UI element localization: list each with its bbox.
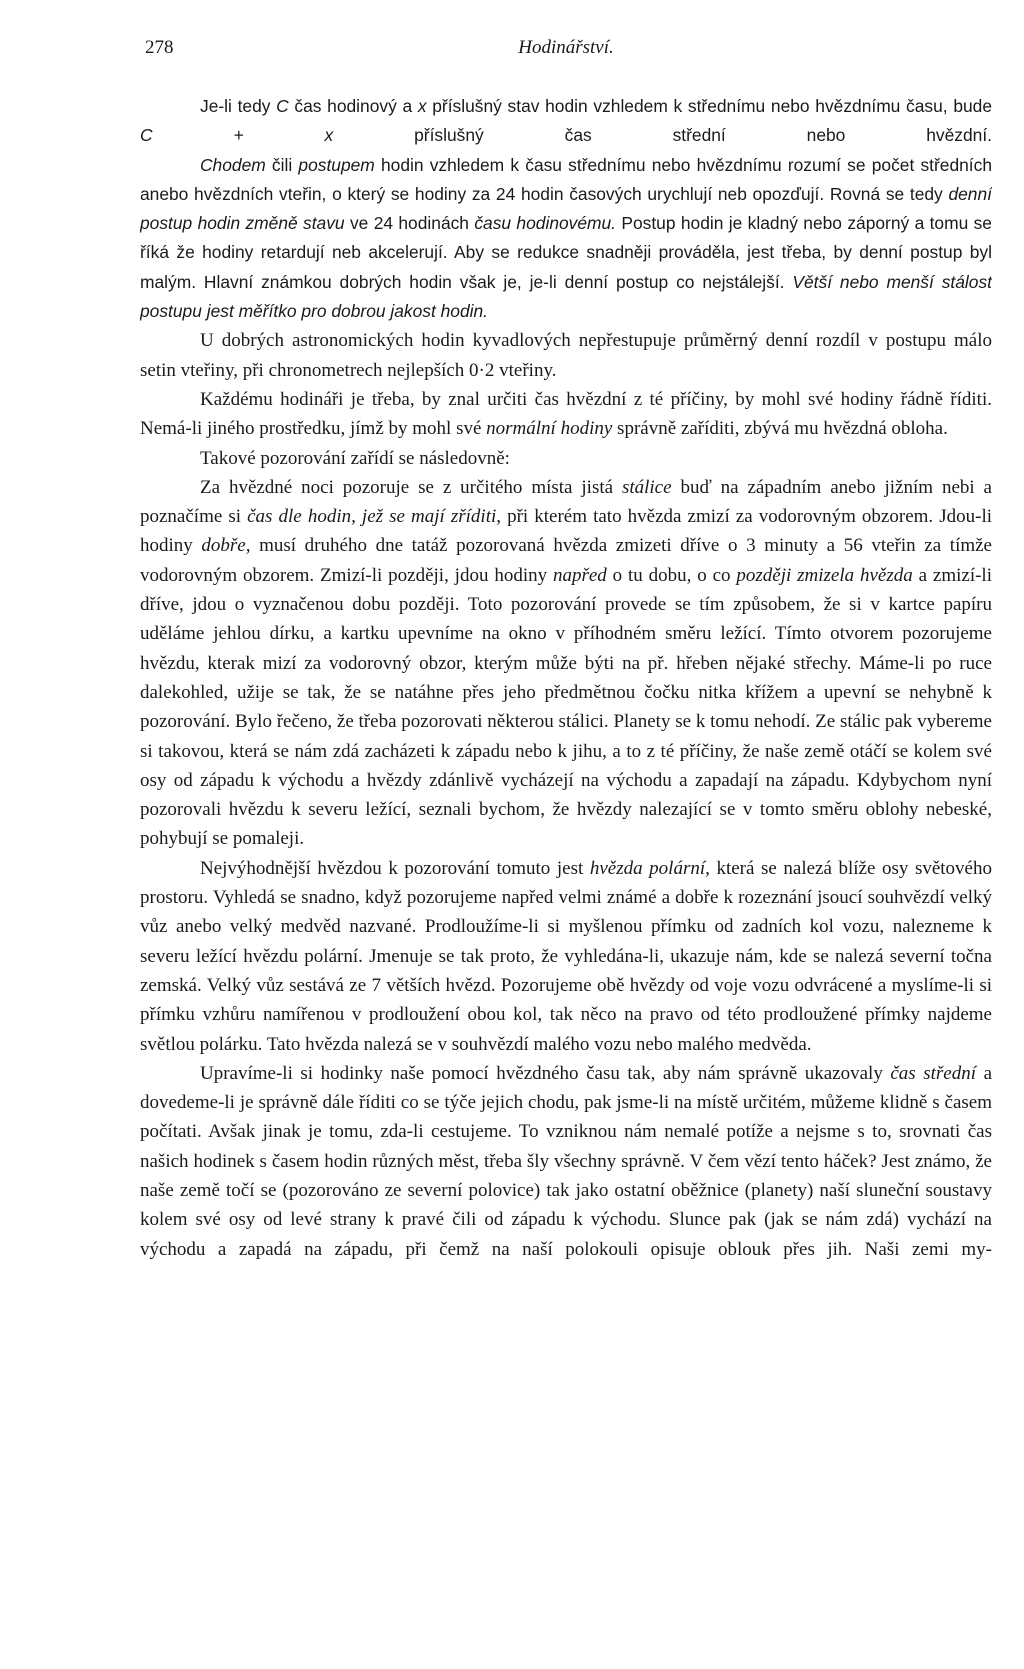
- paragraph: [140, 444, 992, 473]
- text-run: při kterém tato hvězda zmizí za vodorovným obzorem. Jdou-li hodiny: [140, 506, 992, 557]
- text-run: Za hvězdné noci pozoruje se z určitého místa jistá: [200, 476, 622, 498]
- chapter-title: Hodinářství.: [518, 37, 614, 58]
- text-run: a dovedeme-li je správně dále říditi co se týče jejich chodu, pak jsme-li na místě určitém, můžeme klidně s časem počítati. Avšak jinak je tomu, zda-li cestujeme. To vzniknou nám nemalé potíže a nejsme s to, srovnati čas našich hodinek s časem hodin různých měst, třeba šly všechny správně. V čem vězí tento háček? Jest známo, že naše země točí se (pozorováno ze severní polovice) tak jako ostatní oběžnice (planety) naší sluneční soustavy kolem své osy od levé strany k pravé čili od západu k východu. Slunce pak (jak se nám zdá) vychází na východu a zapadá na západu, při čemž na naší polokouli opisuje oblouk přes jih. Naši zemi my-: [140, 1062, 992, 1260]
- paragraph: [140, 151, 992, 327]
- text-run: čas hodinový a: [288, 96, 418, 116]
- paragraph: [140, 326, 992, 385]
- text-run: Upravíme-li si hodinky naše pomocí hvězdného času tak, aby nám správně ukazovaly: [200, 1062, 891, 1084]
- emphasis-text: normální hodiny: [486, 418, 613, 440]
- text-run: hodin vzhledem k času střednímu nebo hvězdnímu rozumí se počet středních anebo hvězdních vteřin, o který se hodiny za 24 hodin časových urychlují neb opozďují. Rovná se tedy: [140, 154, 992, 204]
- emphasis-text: C: [276, 96, 289, 116]
- text-run: Každému hodináři je třeba, by znal určiti čas hvězdní z té příčiny, by mohl své hodiny řádně říditi. Nemá-li jiného prostředku, jímž by mohl své: [140, 388, 992, 440]
- emphasis-text: Větší nebo menší stálost postupu jest měřítko pro dobrou jakost hodin.: [140, 271, 992, 322]
- emphasis-text: dobře,: [201, 535, 251, 557]
- emphasis-text: x: [417, 96, 427, 116]
- text-run: Nejvýhodnější hvězdou k pozorování tomuto jest: [200, 857, 590, 879]
- text-run: správně zaříditi, zbývá mu hvězdná obloha.: [612, 418, 948, 440]
- paragraph: [140, 385, 992, 444]
- book-page: [140, 36, 992, 1646]
- emphasis-text: denní postup hodin změně stavu: [140, 183, 992, 234]
- paragraph: [140, 854, 992, 1059]
- text-run: Takové pozorování zařídí se následovně:: [200, 447, 510, 469]
- paragraph: [140, 92, 992, 151]
- emphasis-text: Chodem: [200, 154, 266, 175]
- text-run: a zmizí-li dříve, jdou o vyznačenou dobu později. Toto pozorování provede se tím způsobem, že si v kartce papíru uděláme jehlou dírku, a kartku upevníme na okno v příhodném směru ležící. Tímto otvorem pozorujeme hvězdu, kterak mizí za vodorovný obzor, kterým může býti na př. hřeben nějaké střechy. Máme-li po ruce dalekohled, užije se tak, že se natáhne přes jeho předmětnou čočku nitka křížem a upevní se nehybně k pozorování. Bylo řečeno, že třeba pozorovati některou stálici. Planety se k tomu nehodí. Ze stálic pak vybereme si takovou, která se nám zdá zacházeti k západu nebo k jihu, a to z té příčiny, že naše země otáčí se kolem své osy od západu k východu a hvězdy zdánlivě vycházejí na východu a zapadají na západu. Kdybychom nyní pozorovali hvězdu k severu ležící, seznali bychom, že hvězdy nalezající se v tomto směru oblohy nebeské, pohybují se pomaleji.: [140, 564, 992, 850]
- running-head: [140, 36, 992, 66]
- emphasis-text: času hodinovému.: [474, 213, 617, 234]
- text-run: Postup hodin je kladný nebo záporný a tomu se říká že hodiny retardují neb akcelerují. Aby se redukce snadněji prováděla, jest třeba, by denní postup byl malým. Hlavní známkou dobrých hodin však je, je-li denní postup co nejstálejší.: [140, 213, 992, 292]
- emphasis-text: stálice: [621, 476, 672, 498]
- paragraph: [140, 1059, 992, 1264]
- emphasis-text: čas dle hodin, jež se mají zříditi,: [247, 506, 502, 528]
- page-number: 278: [145, 37, 174, 58]
- emphasis-text: napřed: [552, 564, 607, 586]
- paragraph: [140, 473, 992, 854]
- text-run: U dobrých astronomických hodin kyvadlových nepřestupuje průměrný denní rozdíl v postupu málo setin vteřiny, při chronometrech nejlepších 0·2 vteřiny.: [140, 330, 992, 381]
- text-run: buď na západním anebo jižním nebi a poznačíme si: [140, 476, 992, 528]
- text-run: ve 24 hodinách: [344, 213, 475, 234]
- text-run: která se nalezá blíže osy světového prostoru. Vyhledá se snadno, když pozorujeme napřed velmi známé a dobře k rozeznání jsoucí souhvězdí velký vůz anebo velký medvěd nazvané. Prodloužíme-li si myšlenou přímku od zadních kol vozu, nalezneme k severu ležící hvězdu polární. Jmenuje se tak proto, že vyhledána-li, ukazuje nám, kde se nalezá severní točna zemská. Velký vůz sestává ze 7 větších hvězd. Pozorujeme obě hvězdy od voje vozu odvrácené a myslíme-li si přímku vzhůru namířenou v prodloužení obou kol, tak něco na pravo od této prodloužené přímky najdeme světlou polárku. Tato hvězda nalezá se v souhvězdí malého vozu nebo malého medvěda.: [140, 857, 992, 1055]
- text-run: příslušný stav hodin vzhledem k střednímu nebo hvězdnímu času, bude: [426, 96, 992, 116]
- text-run: o tu dobu, o co: [606, 564, 737, 586]
- emphasis-text: C + x: [140, 125, 334, 146]
- text-run: musí druhého dne tatáž pozorovaná hvězda zmizeti dříve o 3 minuty a 56 vteřin za tímže vodorovným obzorem. Zmizí-li později, jdou hodiny: [140, 535, 992, 586]
- emphasis-text: čas střední: [890, 1062, 977, 1084]
- text-run: Je-li tedy: [200, 96, 277, 116]
- emphasis-text: hvězda polární,: [589, 857, 710, 879]
- text-run: čili: [265, 154, 299, 175]
- text-run: příslušný čas střední nebo hvězdní.: [333, 125, 992, 146]
- emphasis-text: později zmizela hvězda: [736, 564, 913, 586]
- body-text: [140, 92, 992, 1264]
- emphasis-text: postupem: [298, 154, 375, 175]
